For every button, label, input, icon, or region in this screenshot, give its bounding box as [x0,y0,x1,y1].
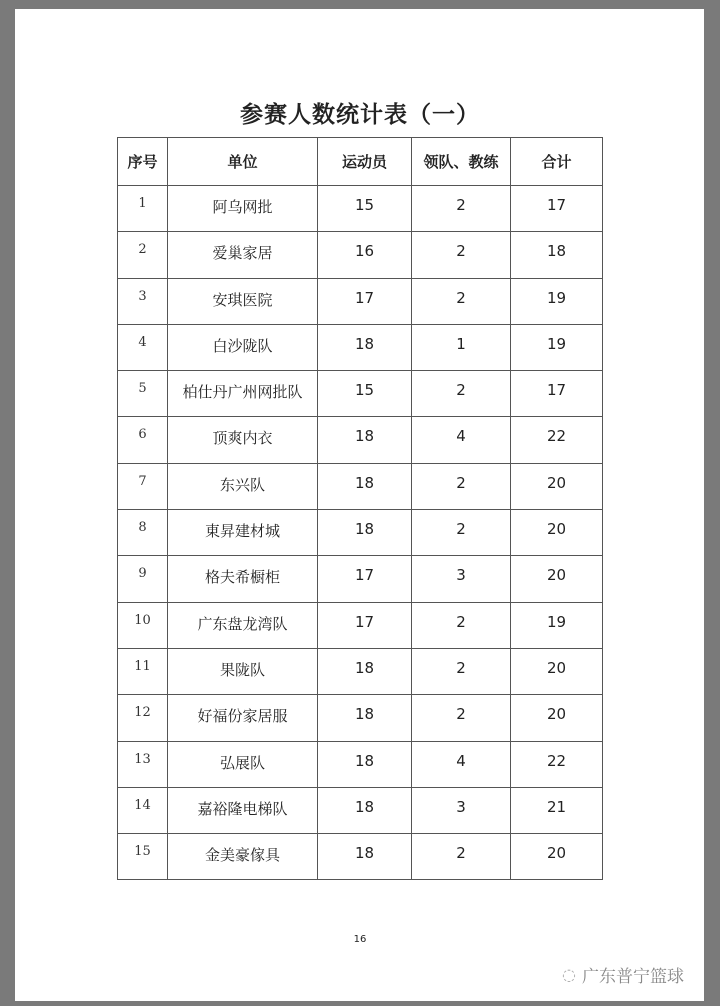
row-coaches: 1 [412,324,511,370]
row-seq: 10 [118,602,168,648]
row-unit: 嘉裕隆电梯队 [168,787,318,833]
row-total: 20 [511,648,603,694]
row-unit: 顶爽内衣 [168,417,318,463]
row-coaches: 2 [412,186,511,232]
row-seq: 4 [118,324,168,370]
row-total: 20 [511,834,603,880]
row-total: 19 [511,278,603,324]
row-total: 21 [511,787,603,833]
row-coaches: 3 [412,787,511,833]
row-coaches: 2 [412,232,511,278]
row-seq: 1 [118,186,168,232]
row-total: 20 [511,695,603,741]
row-athletes: 18 [318,787,412,833]
row-unit: 格夫希橱柜 [168,556,318,602]
row-athletes: 18 [318,463,412,509]
header-athletes: 运动员 [318,138,412,186]
row-athletes: 18 [318,510,412,556]
row-coaches: 3 [412,556,511,602]
wechat-icon: ◌ [562,965,576,984]
row-unit: 果陇队 [168,648,318,694]
table-row [118,417,603,463]
row-athletes: 17 [318,556,412,602]
row-athletes: 15 [318,371,412,417]
table-row [118,695,603,741]
row-unit: 白沙陇队 [168,324,318,370]
row-total: 17 [511,371,603,417]
row-total: 22 [511,741,603,787]
row-athletes: 18 [318,324,412,370]
row-seq: 2 [118,232,168,278]
row-unit: 安琪医院 [168,278,318,324]
watermark-text: 广东普宁篮球 [581,967,684,987]
row-total: 17 [511,186,603,232]
row-unit: 好福份家居服 [168,695,318,741]
table-row [118,556,603,602]
row-coaches: 2 [412,648,511,694]
row-athletes: 17 [318,278,412,324]
participants-table [117,137,603,880]
row-coaches: 2 [412,695,511,741]
header-unit: 单位 [168,138,318,186]
row-seq: 8 [118,510,168,556]
row-coaches: 2 [412,510,511,556]
row-seq: 11 [118,648,168,694]
row-athletes: 18 [318,834,412,880]
row-seq: 7 [118,463,168,509]
row-unit: 阿乌网批 [168,186,318,232]
row-total: 20 [511,463,603,509]
table-row [118,278,603,324]
row-athletes: 18 [318,417,412,463]
row-coaches: 2 [412,602,511,648]
row-unit: 金美豪傢具 [168,834,318,880]
header-coaches: 领队、教练 [412,138,511,186]
header-seq: 序号 [118,138,168,186]
row-athletes: 17 [318,602,412,648]
page-title: 参赛人数统计表（一） [240,102,480,128]
row-seq: 12 [118,695,168,741]
row-coaches: 2 [412,371,511,417]
table-row [118,602,603,648]
row-unit: 广东盘龙湾队 [168,602,318,648]
row-seq: 3 [118,278,168,324]
row-coaches: 4 [412,417,511,463]
row-unit: 弘展队 [168,741,318,787]
row-unit: 爱巢家居 [168,232,318,278]
row-unit: 東昇建材城 [168,510,318,556]
row-athletes: 18 [318,648,412,694]
row-seq: 15 [118,834,168,880]
table-row [118,186,603,232]
row-coaches: 4 [412,741,511,787]
table-header-row [118,138,603,186]
row-athletes: 18 [318,741,412,787]
row-total: 19 [511,602,603,648]
watermark [562,962,684,987]
row-coaches: 2 [412,463,511,509]
row-unit: 柏仕丹广州网批队 [168,371,318,417]
row-total: 18 [511,232,603,278]
row-athletes: 15 [318,186,412,232]
row-total: 22 [511,417,603,463]
header-total: 合计 [511,138,603,186]
row-athletes: 16 [318,232,412,278]
table-row [118,371,603,417]
row-seq: 9 [118,556,168,602]
row-seq: 6 [118,417,168,463]
row-total: 20 [511,510,603,556]
row-unit: 东兴队 [168,463,318,509]
row-coaches: 2 [412,834,511,880]
row-total: 19 [511,324,603,370]
table-row [118,787,603,833]
table-row [118,648,603,694]
table-row [118,741,603,787]
table-row [118,324,603,370]
table-row [118,232,603,278]
row-athletes: 18 [318,695,412,741]
table-row [118,463,603,509]
row-seq: 13 [118,741,168,787]
page-number: 16 [353,934,367,945]
table-row [118,834,603,880]
row-seq: 14 [118,787,168,833]
table-row [118,510,603,556]
row-coaches: 2 [412,278,511,324]
row-total: 20 [511,556,603,602]
row-seq: 5 [118,371,168,417]
